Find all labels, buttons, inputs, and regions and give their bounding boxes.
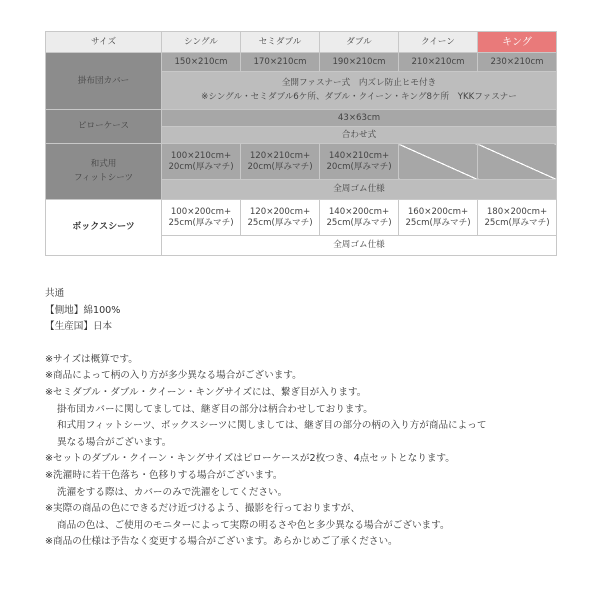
kakebuton-size-double: 190×210cm: [320, 53, 399, 72]
pillow-size: 43×63cm: [162, 110, 557, 127]
box-size-single-line2: 25cm(厚みマチ): [168, 217, 234, 228]
futon-size-king-unavailable: [478, 144, 557, 180]
header-row: [46, 32, 557, 53]
note-item: 掛布団カバーに関してましては、継ぎ目の部分は柄合わせしております。: [57, 403, 373, 415]
futon-size-semi-double: [241, 144, 320, 180]
futon-size-semi-double-line2: 20cm(厚みマチ): [247, 161, 313, 172]
kakebuton-note: [162, 72, 557, 110]
futon-size-queen-unavailable: [399, 144, 478, 180]
futon-label: [46, 144, 162, 200]
box-size-single-line1: 100×200cm+: [170, 206, 232, 217]
futon-label-line1: 和式用: [90, 159, 117, 169]
material-text: 【側地】綿100%: [45, 304, 121, 316]
kakebuton-size-queen: 210×210cm: [399, 53, 478, 72]
note-item: 異なる場合がございます。: [57, 436, 172, 448]
futon-size-single: [162, 144, 241, 180]
note-item: ※サイズは概算です。: [45, 353, 138, 365]
box-size-semi-double-line2: 25cm(厚みマチ): [247, 217, 313, 228]
box-size-queen-line2: 25cm(厚みマチ): [405, 217, 471, 228]
kakebuton-label: 掛布団カバー: [46, 53, 162, 110]
note-item: ※商品によって柄の入り方が多少異なる場合がございます。: [45, 370, 302, 382]
box-size-queen-line1: 160×200cm+: [407, 206, 469, 217]
kakebuton-size-king: 230×210cm: [478, 53, 557, 72]
futon-size-single-line1: 100×210cm+: [170, 150, 232, 161]
box-note: 全周ゴム仕様: [162, 236, 557, 256]
box-size-queen: [399, 200, 478, 236]
header-queen: クイーン: [399, 32, 478, 53]
box-size-single: [162, 200, 241, 236]
box-size-row: [46, 200, 557, 236]
pillow-note: 合わせ式: [162, 127, 557, 144]
futon-size-single-line2: 20cm(厚みマチ): [168, 161, 234, 172]
box-size-semi-double: [241, 200, 320, 236]
futon-size-double: [320, 144, 399, 180]
kakebuton-note-line2: ※シングル・セミダブル6ケ所、ダブル・クイーン・キング8ケ所 YKKファスナー: [201, 92, 517, 102]
note-item: ※実際の商品の色にできるだけ近づけるよう、撮影を行っておりますが、: [45, 503, 361, 515]
note-item: ※洗濯時に若干色落ち・色移りする場合がございます。: [45, 469, 283, 481]
header-double: ダブル: [320, 32, 399, 53]
pillow-label: ピローケース: [46, 110, 162, 144]
futon-label-line2: フィットシーツ: [73, 173, 134, 183]
header-king: キング: [478, 32, 557, 53]
header-size: サイズ: [46, 32, 162, 53]
header-single: シングル: [162, 32, 241, 53]
futon-size-semi-double-line1: 120×210cm+: [249, 150, 311, 161]
box-size-king-line2: 25cm(厚みマチ): [484, 217, 550, 228]
origin-text: 【生産国】日本: [45, 321, 113, 333]
box-size-king: [478, 200, 557, 236]
box-label: ボックスシーツ: [46, 200, 162, 256]
box-size-double: [320, 200, 399, 236]
product-notes: [45, 286, 565, 551]
futon-size-row: [46, 144, 557, 180]
note-item: 洗濯をする際は、カバーのみで洗濯をしてください。: [57, 486, 288, 498]
futon-size-double-line2: 20cm(厚みマチ): [326, 161, 392, 172]
box-size-king-line1: 180×200cm+: [486, 206, 548, 217]
kakebuton-size-semi-double: 170×210cm: [241, 53, 320, 72]
note-item: ※セミダブル・ダブル・クイーン・キングサイズには、繋ぎ目が入ります。: [45, 386, 367, 398]
header-semi-double: セミダブル: [241, 32, 320, 53]
common-title: 共通: [45, 288, 65, 299]
pillow-size-row: [46, 110, 557, 127]
note-item: 商品の色は、ご使用のモニターによって実際の明るさや色と多少異なる場合がございます。: [57, 519, 450, 531]
kakebuton-size-single: 150×210cm: [162, 53, 241, 72]
box-size-double-line1: 140×200cm+: [328, 206, 390, 217]
kakebuton-note-line1: 全開ファスナー式 内ズレ防止ヒモ付き: [281, 78, 437, 88]
futon-size-double-line1: 140×210cm+: [328, 150, 390, 161]
note-item: ※商品の仕様は予告なく変更する場合がございます。あらかじめご了承ください。: [45, 536, 398, 548]
note-item: ※セットのダブル・クイーン・キングサイズはピローケースが2枚つき、4点セットとなります。: [45, 453, 455, 465]
note-item: 和式用フィットシーツ、ボックスシーツに関しましては、継ぎ目の部分の柄の入り方が商品によって: [57, 420, 487, 432]
box-size-semi-double-line1: 120×200cm+: [249, 206, 311, 217]
futon-note: 全周ゴム仕様: [162, 180, 557, 200]
kakebuton-size-row: [46, 53, 557, 72]
box-size-double-line2: 25cm(厚みマチ): [326, 217, 392, 228]
size-spec-table: [45, 31, 557, 256]
